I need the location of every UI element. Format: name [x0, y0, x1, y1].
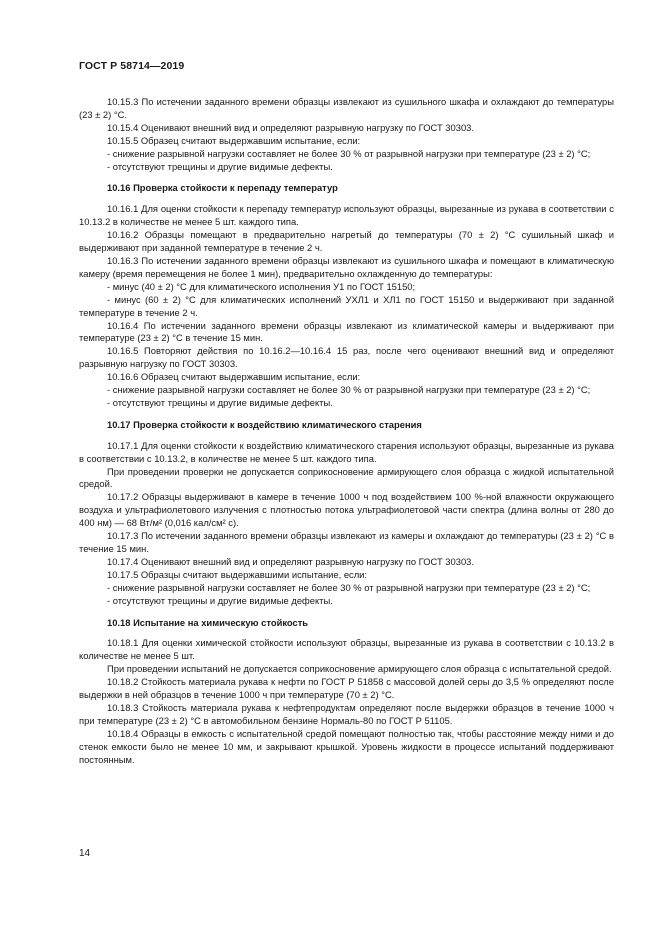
paragraph: 10.15.4 Оценивают внешний вид и определяют разрывную нагрузку по ГОСТ 30303.: [107, 121, 474, 133]
paragraph: 10.17.4 Оценивают внешний вид и определяют разрывную нагрузку по ГОСТ 30303.: [107, 555, 474, 567]
section-heading: 10.17 Проверка стойкости к воздействию климатического старения: [107, 418, 422, 430]
paragraph: 10.17.3 По истечении заданного времени образцы извлекают из камеры и охлаждают до температуры (23 ± 2) °С в течение 15 мин.: [79, 530, 614, 554]
paragraph: - снижение разрывной нагрузки составляет не более 30 % от разрывной нагрузки при температуре (23 ± 2) °С;: [107, 581, 591, 593]
paragraph: - снижение разрывной нагрузки составляет не более 30 % от разрывной нагрузки при температуре (23 ± 2) °С;: [107, 384, 591, 396]
page-number: 14: [79, 848, 91, 859]
paragraph: 10.18.3 Стойкость материала рукава к нефтепродуктам определяют после выдержки образцов в течение 1000 ч при температуре (23 ± 2) °С в автомобильном бензине Нормаль-80 по ГОСТ Р 51105.: [79, 701, 614, 726]
paragraph: При проведении испытаний не допускается соприкосновение армирующего слоя образца с испытательной средой.: [107, 663, 612, 675]
paragraph: - минус (60 ± 2) °С для климатических исполнений УХЛ1 и ХЛ1 по ГОСТ 15150 и выдерживают при заданной температуре в течение 2 ч.: [79, 293, 614, 318]
paragraph: 10.17.5 Образцы считают выдержавшими испытание, если:: [107, 568, 368, 580]
paragraph: - отсутствуют трещины и другие видимые дефекты.: [107, 396, 333, 408]
paragraph: 10.17.2 Образцы выдерживают в камере в течение 1000 ч под воздействием 100 %-ной влажности окружающего воздуха и ультрафиолетового излучения с плотностью потока ультрафиолетовой части спектра (длина волны от 280 до 400 нм) — 68 Вт/м² (0,016 кал/см² с).: [79, 491, 614, 529]
paragraph: При проведении проверки не допускается соприкосновение армирующего слоя образца с жидкой испытательной средой.: [79, 465, 614, 490]
paragraph: 10.16.3 По истечении заданного времени образцы извлекают из сушильного шкафа и помещают в климатическую камеру (время перемещения не более 1 мин), предварительно охлажденную до температуры:: [79, 254, 614, 279]
paragraph: 10.16.5 Повторяют действия по 10.16.2—10.16.4 15 раз, после чего оценивают внешний вид и определяют разрывную нагрузку по ГОСТ 30303.: [79, 345, 614, 370]
document-body: [79, 96, 614, 767]
section-heading: 10.18 Испытание на химическую стойкость: [107, 616, 309, 628]
paragraph: 10.16.4 По истечении заданного времени образцы извлекают из климатической камеры и выдерживают при температуре (23 ± 2) °С в течение 15 мин.: [79, 319, 614, 344]
paragraph: 10.16.6 Образец считают выдержавшим испытание, если:: [107, 371, 361, 383]
paragraph: 10.16.1 Для оценки стойкости к перепаду температур используют образцы, вырезанные из рукава в соответствии с 10.13.2 в количестве не менее 5 шт. каждого типа.: [79, 203, 614, 228]
paragraph: - снижение разрывной нагрузки составляет не более 30 % от разрывной нагрузки при температуре (23 ± 2) °С;: [107, 147, 591, 159]
document-header: ГОСТ Р 58714—2019: [79, 60, 185, 72]
paragraph: 10.18.2 Стойкость материала рукава к нефти по ГОСТ Р 51858 с массовой долей серы до 3,5 % определяют после выдержки в ней образцов в течение 1000 ч при температуре (70 ± 2) °С.: [79, 676, 614, 701]
paragraph: - отсутствуют трещины и другие видимые дефекты.: [107, 160, 333, 172]
paragraph: 10.15.3 По истечении заданного времени образцы извлекают из сушильного шкафа и охлаждают до температуры (23 ± 2) °С.: [79, 96, 614, 120]
section-heading: 10.16 Проверка стойкости к перепаду температур: [107, 182, 338, 194]
paragraph: - минус (40 ± 2) °С для климатического исполнения У1 по ГОСТ 15150;: [107, 280, 416, 292]
paragraph: - отсутствуют трещины и другие видимые дефекты.: [107, 594, 333, 606]
paragraph: 10.18.4 Образцы в емкость с испытательной средой помещают полностью так, чтобы расстояние между ними и до стенок емкости было не менее 10 мм, и закрывают крышкой. Уровень жидкости в процессе испытаний поддерживают постоянным.: [79, 727, 614, 765]
paragraph: 10.17.1 Для оценки стойкости к воздействию климатического старения используют образцы, вырезанные из рукава в соответствии с 10.13.2, в количестве не менее 5 шт. каждого типа.: [79, 439, 614, 464]
paragraph: 10.16.2 Образцы помещают в предварительно нагретый до температуры (70 ± 2) °С сушильный шкаф и выдерживают при заданной температуре в течение 2 ч.: [79, 229, 614, 254]
paragraph: 10.18.1 Для оценки химической стойкости используют образцы, вырезанные из рукава в соответствии с 10.13.2 в количестве не менее 5 шт.: [79, 637, 614, 662]
paragraph: 10.15.5 Образец считают выдержавшим испытание, если:: [107, 134, 361, 146]
